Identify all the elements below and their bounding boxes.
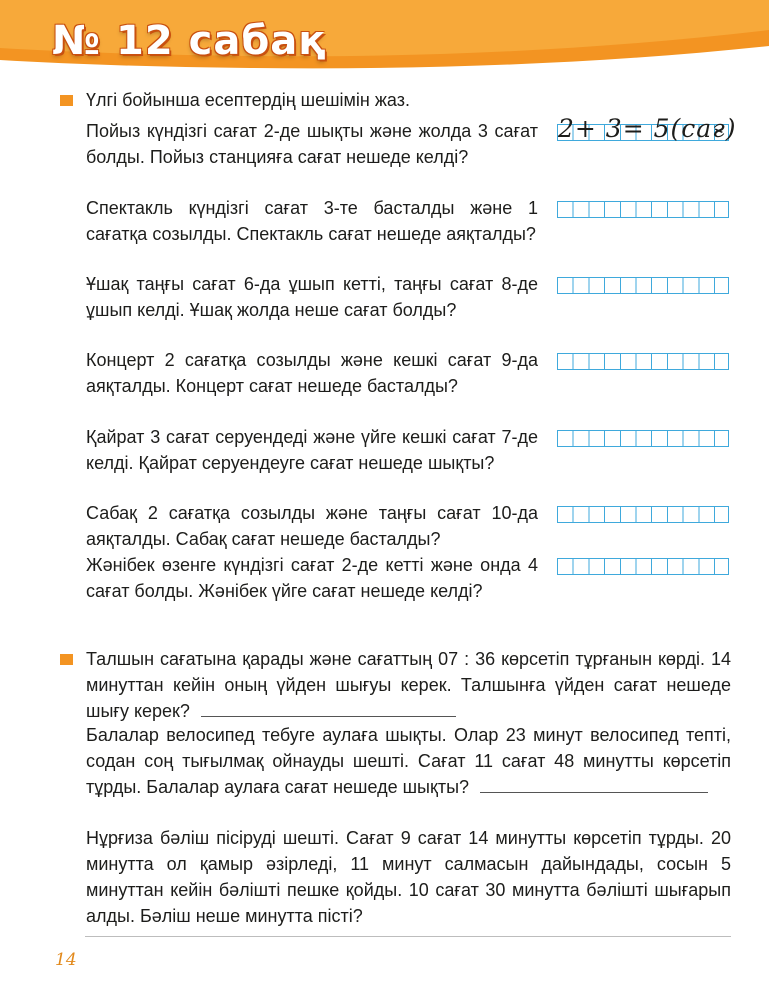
answer-grid-4[interactable] <box>557 353 729 370</box>
word-problem-2-text: Балалар велосипед тебуге аулаға шықты. Олар 23 минут велосипед тепті, содан соң тығылмақ ойнауды шешті. Сағат 11 сағат 48 минутты көрсетіп тұрды. Балалар аулаға сағат нешеде шықты? <box>86 725 731 797</box>
word-problem-3: Нұрғиза бәліш пісіруді шешті. Сағат 9 сағат 14 минутты көрсетіп тұрды. 20 минутта ол қамыр әзірледі, 11 минут салмасын дайындады, сосын 5 минуттан кейін бәлішті пешке қойды. 10 сағат 30 минутта бәлішті шығарып алды. Бәліш неше минутта пісті? <box>86 828 731 926</box>
answer-grid-5[interactable] <box>557 430 729 447</box>
answer-grid-2[interactable] <box>557 201 729 218</box>
problem-4: Концерт 2 сағатқа созылды және кешкі сағат 9-да аяқталды. Концерт сағат нешеде басталды? <box>86 350 538 396</box>
problem-1: Пойыз күндізгі сағат 2-де шықты және жолда 3 сағат болды. Пойыз станцияға сағат нешеде келді? <box>86 121 538 167</box>
section1-instruction: Үлгі бойынша есептердің шешімін жаз. <box>86 90 410 110</box>
footer-divider <box>85 936 731 937</box>
answer-grid-1[interactable] <box>557 114 737 143</box>
word-problem-1 <box>86 646 731 724</box>
problem-3: Ұшақ таңғы сағат 6-да ұшып кетті, таңғы сағат 8-де ұшып келді. Ұшақ жолда неше сағат болды? <box>86 274 538 320</box>
example-answer: 2+ 3= 5(сағ) <box>558 114 737 143</box>
word-problem-2 <box>86 722 731 800</box>
answer-grid-3[interactable] <box>557 277 729 294</box>
problem-2: Спектакль күндізгі сағат 3-те басталды және 1 сағатқа созылды. Спектакль сағат нешеде аяқталды? <box>86 198 538 244</box>
problem-6: Сабақ 2 сағатқа созылды және таңғы сағат 10-да аяқталды. Сабақ сағат нешеде басталды? <box>86 503 538 549</box>
answer-grid-7[interactable] <box>557 558 729 575</box>
answer-grid-6[interactable] <box>557 506 729 523</box>
answer-line-1[interactable] <box>201 698 456 717</box>
page-number: 14 <box>55 950 77 970</box>
answer-line-2[interactable] <box>480 774 708 793</box>
bullet-marker-icon <box>60 95 73 106</box>
word-problem-1-text: Талшын сағатына қарады және сағаттың 07 : 36 көрсетіп тұрғанын көрді. 14 минуттан кейін оның үйден шығуы керек. Талшынға үйден сағат нешеде шығу керек? <box>86 649 731 721</box>
bullet-marker-icon <box>60 654 73 665</box>
lesson-title: № 12 сабақ <box>52 18 327 64</box>
problem-5: Қайрат 3 сағат серуендеді және үйге кешкі сағат 7-де келді. Қайрат серуендеуге сағат нешеде шықты? <box>86 427 538 473</box>
problem-7: Жәнібек өзенге күндізгі сағат 2-де кетті және онда 4 сағат болды. Жәнібек үйге сағат нешеде келді? <box>86 555 538 601</box>
